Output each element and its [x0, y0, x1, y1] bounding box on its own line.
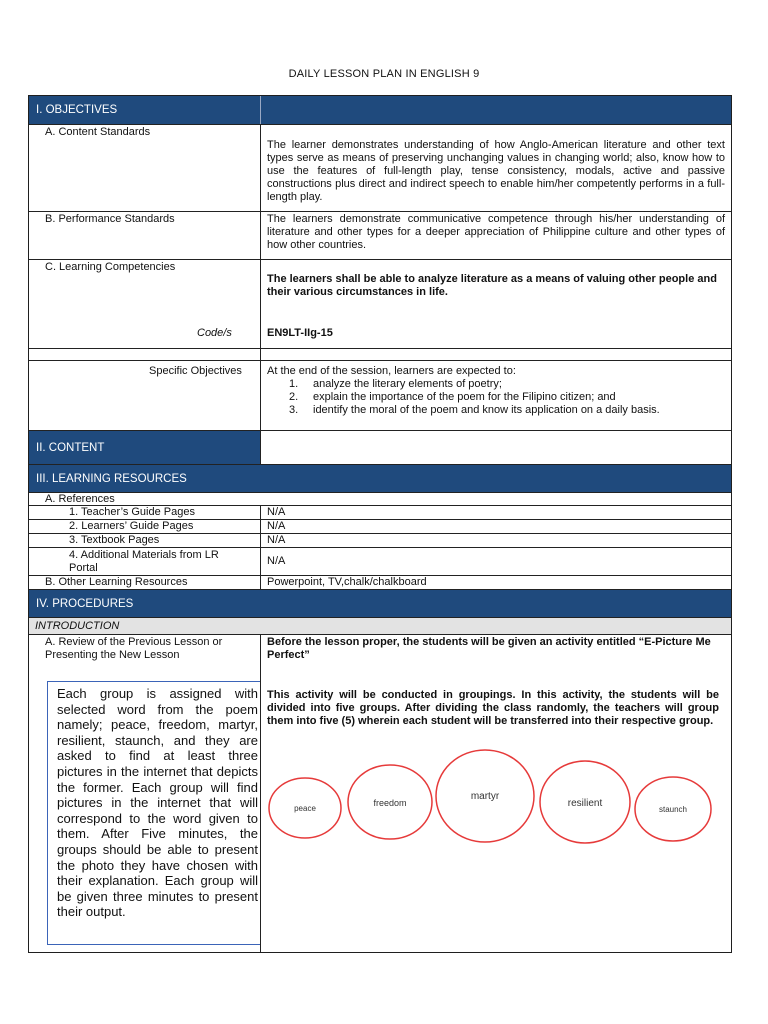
other-resources-row	[29, 575, 731, 589]
introduction-label: INTRODUCTION	[35, 620, 120, 632]
specific-objectives-intro: At the end of the session, learners are expected to:	[267, 365, 516, 377]
objectives-header: I. OBJECTIVES	[36, 104, 118, 116]
content-standards-row	[29, 124, 731, 211]
group-instructions-box	[47, 681, 260, 945]
word-circle-peace	[269, 778, 341, 838]
word-circles	[267, 747, 713, 857]
resources-header: III. LEARNING RESOURCES	[36, 472, 187, 485]
resource-row: 1. Teacher’s Guide Pages N/A	[29, 505, 731, 519]
word-label: resilient	[567, 798, 603, 809]
competency-code: EN9LT-IIg-15	[267, 327, 333, 339]
code-label: Code/s	[197, 327, 232, 339]
word-circle-martyr	[436, 750, 534, 842]
other-resources-value: Powerpoint, TV,chalk/chalkboard	[267, 576, 427, 588]
review-label: A. Review of the Previous Lesson or Presenting the New Lesson	[45, 636, 223, 661]
group-instructions-text: Each group is assigned with selected word from the poem namely; peace, freedom, martyr, resilient, staunch, and they are asked to find at least three pictures in the internet that depicts the former. Each group will find pictures in the internet that will correspond to the word given to them. After Five minutes, the groups should be able to present the photo they have chosen with their explanation. Each group will be given three minutes to present their output.	[57, 686, 258, 920]
objective-item: 1. analyze the literary elements of poetry;	[289, 378, 502, 390]
document-title: DAILY LESSON PLAN IN ENGLISH 9	[288, 68, 480, 80]
activity-intro: Before the lesson proper, the students will be given an activity entitled “E-Picture Me Perfect”	[267, 636, 711, 661]
resource-row: 3. Textbook Pages N/A	[29, 533, 731, 547]
performance-standards-text: The learners demonstrate communicative competence through his/her understanding of literature and other types for a deeper appreciation of Philippine culture and other types of how other countries.	[267, 213, 725, 251]
resource-row: 4. Additional Materials from LR Portal N/A	[29, 547, 731, 575]
learning-competencies-row	[29, 259, 731, 348]
resource-row: 2. Learners’ Guide Pages N/A	[29, 519, 731, 533]
procedures-header: IV. PROCEDURES	[36, 597, 134, 610]
content-standards-text: The learner demonstrates understanding of how Anglo-American literature and other text types serve as means of preserving unchanging values in changing world; also, know how to use the features of full-length play, tense consistency, modals, active and passive constructions plus direct and indirect speech to enable him/her competently performs in a full-length play.	[267, 139, 725, 203]
word-label: freedom	[373, 798, 407, 808]
specific-objectives-label: Specific Objectives	[149, 365, 242, 377]
objectives-header-row	[29, 96, 731, 124]
other-resources-label: B. Other Learning Resources	[45, 576, 188, 588]
content-value	[260, 431, 731, 464]
word-label: peace	[294, 804, 316, 813]
procedures-header-row	[29, 589, 731, 617]
objective-item: 3. identify the moral of the poem and know its application on a daily basis.	[289, 404, 660, 416]
objectives-header-blank	[260, 96, 731, 124]
word-circle-resilient	[540, 761, 630, 843]
word-label: staunch	[658, 805, 688, 814]
objective-item: 2. explain the importance of the poem for the Filipino citizen; and	[289, 391, 616, 403]
word-label: martyr	[470, 791, 500, 802]
references-label: A. References	[45, 493, 115, 505]
performance-standards-label: B. Performance Standards	[45, 213, 175, 225]
review-row	[29, 634, 731, 952]
references-row	[29, 492, 731, 505]
spacer-row	[29, 348, 731, 360]
specific-objectives-row	[29, 360, 731, 430]
introduction-row	[29, 617, 731, 634]
lesson-plan-table	[28, 95, 732, 953]
content-standards-label: A. Content Standards	[45, 126, 151, 138]
performance-standards-row	[29, 211, 731, 259]
word-circle-freedom	[348, 765, 432, 839]
specific-objectives-list	[267, 378, 725, 417]
content-header-row	[29, 430, 731, 464]
learning-competencies-label: C. Learning Competencies	[45, 261, 176, 273]
resources-header-row	[29, 464, 731, 492]
content-header: II. CONTENT	[36, 441, 105, 454]
word-circle-staunch	[635, 777, 711, 841]
learning-competencies-text: The learners shall be able to analyze literature as a means of valuing other people and their various circumstances in life.	[267, 273, 717, 298]
activity-description: This activity will be conducted in groupings. In this activity, the students will be divided into five groups. After dividing the class randomly, the teachers will group them into five (5) wherein each student will be transferred into their respective group.	[267, 689, 719, 727]
